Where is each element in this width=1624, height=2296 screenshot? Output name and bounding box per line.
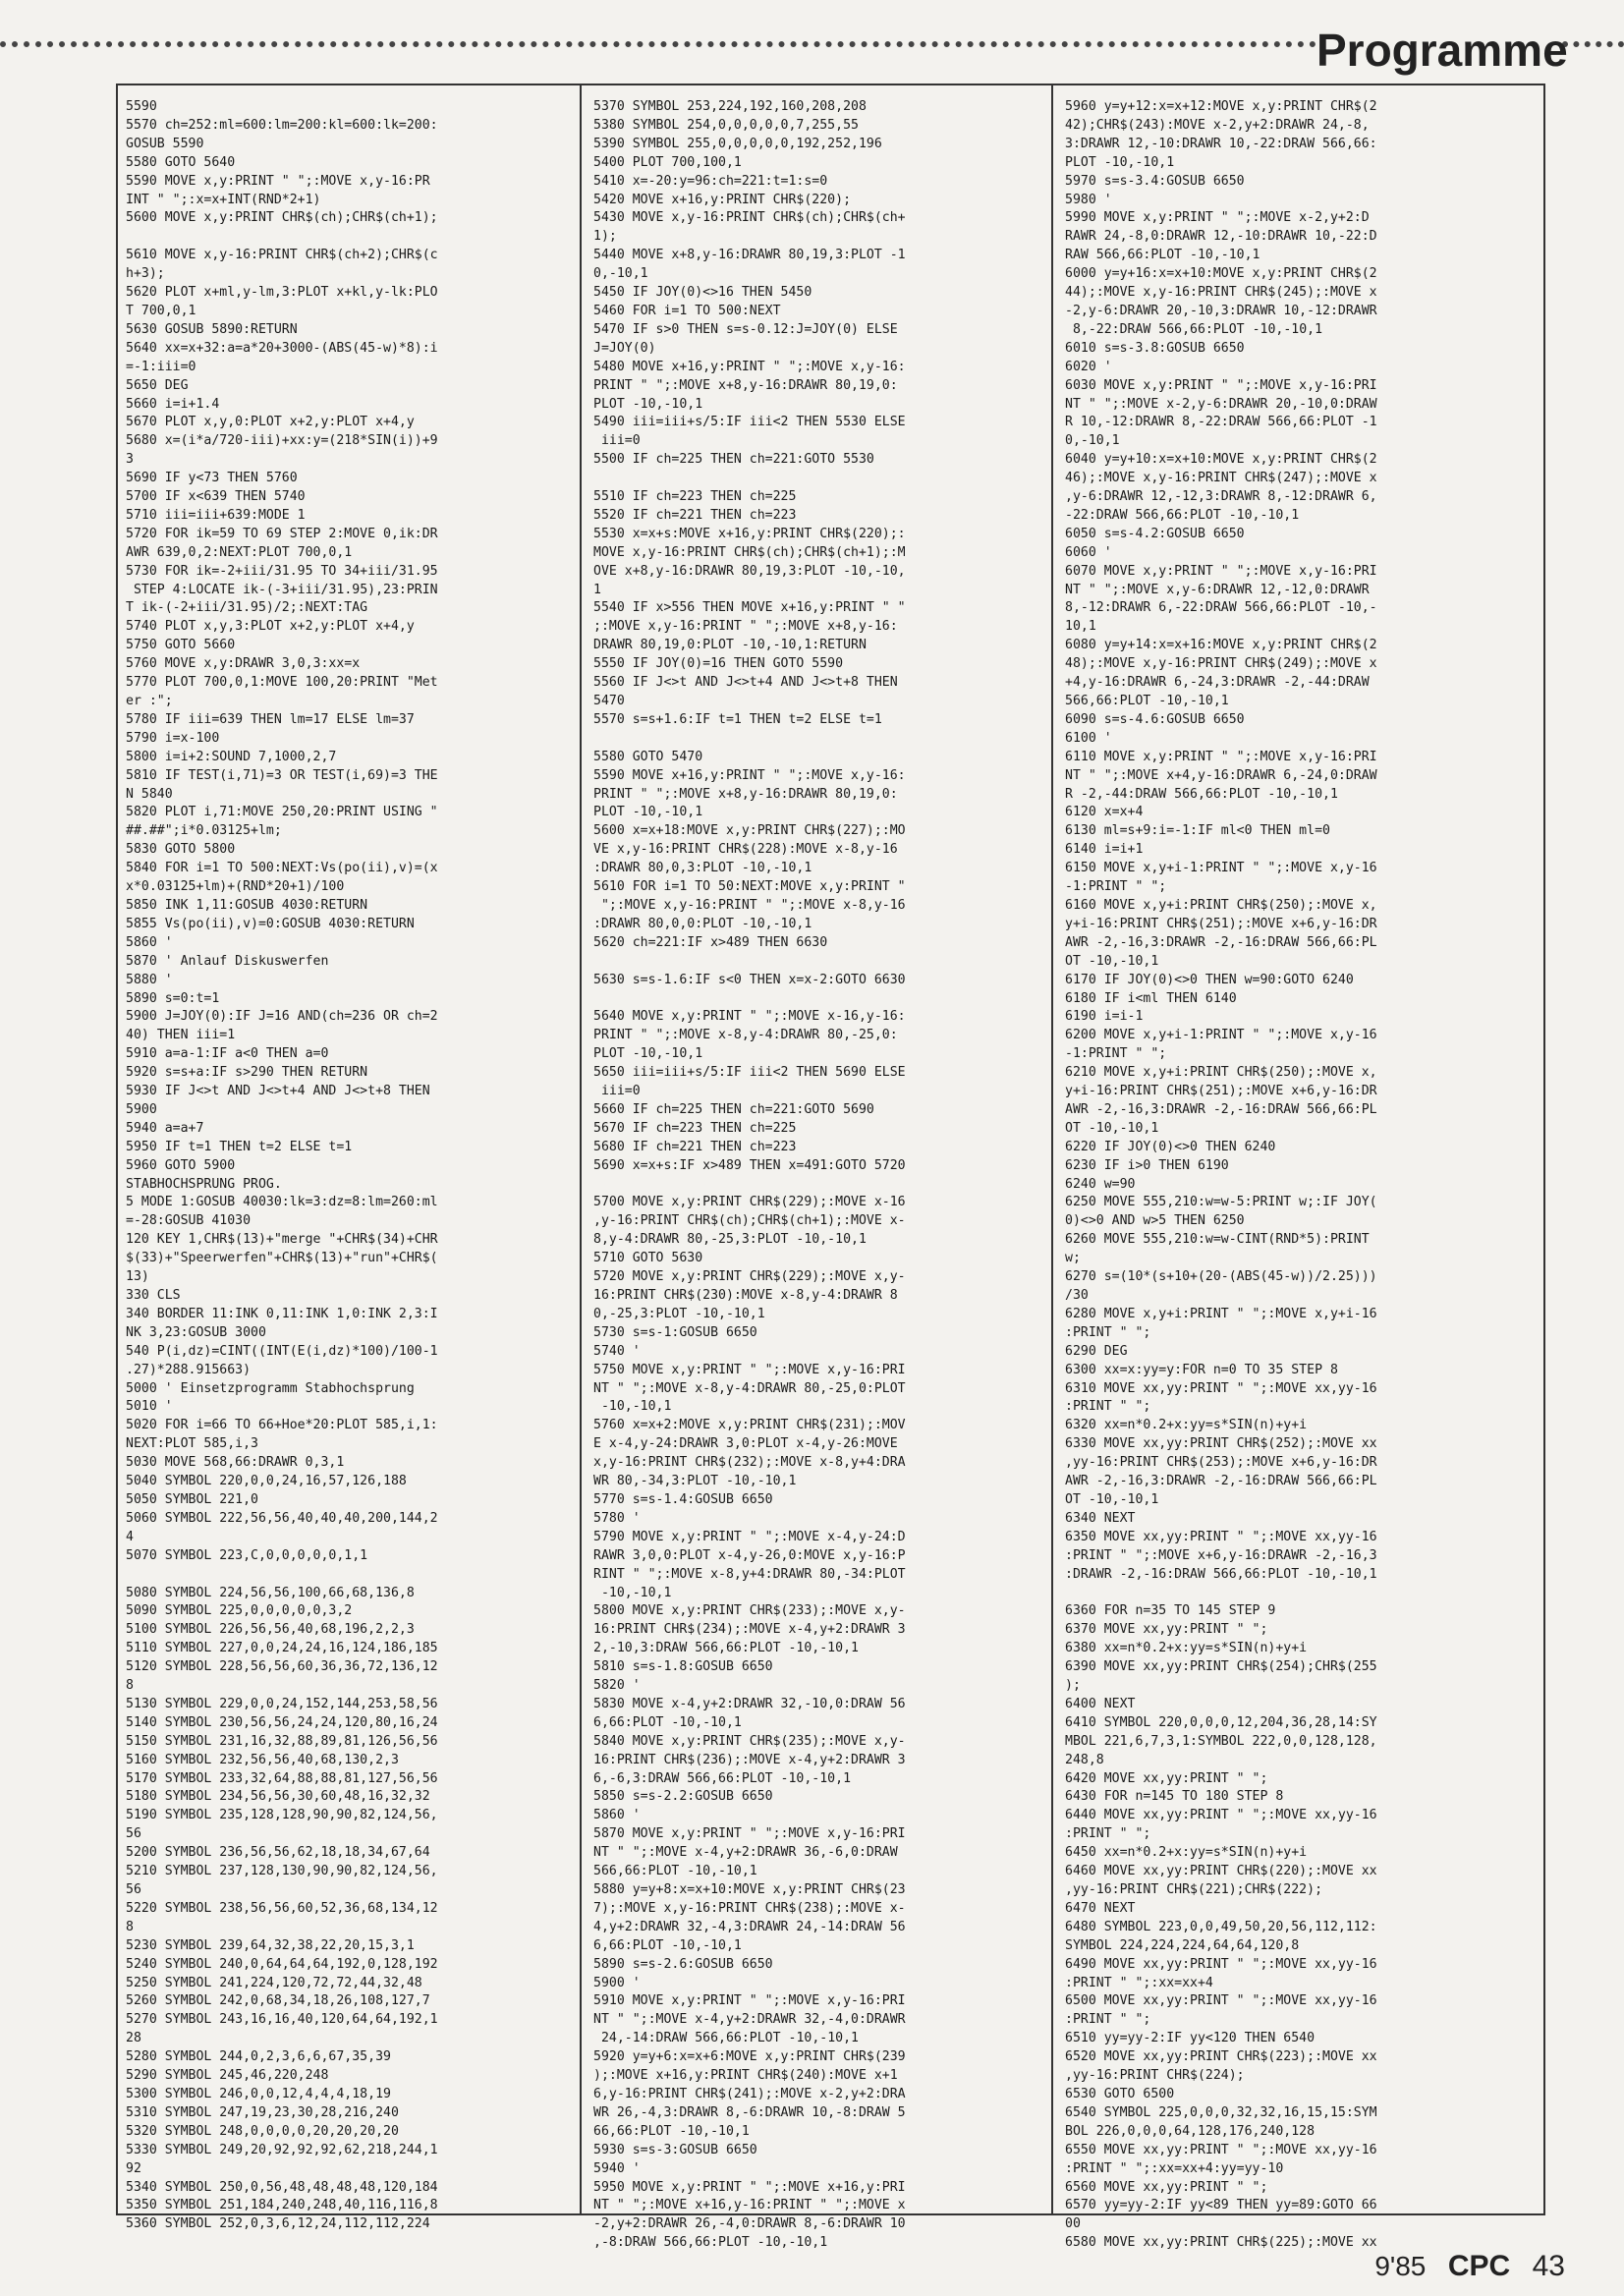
listing-column-2: 5370 SYMBOL 253,224,192,160,208,208 5380 SYMBOL 254,0,0,0,0,0,7,255,55 5390 SYMBOL 255,0,0,0,0,0,192,252,196 5400 PLOT 700,100,1 5410 x=-20:y=96:ch=221:t=1:s=0 5420 MOVE x+16,y:PRINT CHR$(220); 5430 MOVE x,y-16:PRINT CHR$(ch);CHR$(ch+ 1); 5440 MOVE x+8,y-16:DRAWR 80,19,3:PLOT -1 0,-10,1 5450 IF JOY(0)<>16 THEN 5450 5460 FOR i=1 TO 500:NEXT 5470 IF s>0 THEN s=s-0.12:J=JOY(0) ELSE J=JOY(0) 5480 MOVE x+16,y:PRINT " ";:MOVE x,y-16: PRINT " ";:MOVE x+8,y-16:DRAWR 80,19,0: PLOT -10,-10,1 5490 iii=iii+s/5:IF iii<2 THEN 5530 ELSE iii=0 5500 IF ch=225 THEN ch=221:GOTO 5530 5510 IF ch=223 THEN ch=225 5520 IF ch=221 THEN ch=223 5530 x=x+s:MOVE x+16,y:PRINT CHR$(220);: MOVE x,y-16:PRINT CHR$(ch);CHR$(ch+1);:M OVE x+8,y-16:DRAWR 80,19,3:PLOT -10,-10, 1 5540 IF x>556 THEN MOVE x+16,y:PRINT " " ;:MOVE x,y-16:PRINT " ";:MOVE x+8,y-16: DRAWR 80,19,0:PLOT -10,-10,1:RETURN 5550 IF JOY(0)=16 THEN GOTO 5590 5560 IF J<>t AND J<>t+4 AND J<>t+8 THEN 5470 5570 s=s+1.6:IF t=1 THEN t=2 ELSE t=1 5580 GOTO 5470 5590 MOVE x+16,y:PRINT " ";:MOVE x,y-16: PRINT " ";:MOVE x+8,y-16:DRAWR 80,19,0: PLOT -10,-10,1 5600 x=x+18:MOVE x,y:PRINT CHR$(227);:MO VE x,y-16:PRINT CHR$(228):MOVE x-8,y-16 :DRAWR 80,0,3:PLOT -10,-10,1 5610 FOR i=1 TO 50:NEXT:MOVE x,y:PRINT " ";:MOVE x,y-16:PRINT " ";:MOVE x-8,y-16 :DRAWR 80,0,0:PLOT -10,-10,1 5620 ch=221:IF x>489 THEN 6630 5630 s=s-1.6:IF s<0 THEN x=x-2:GOTO 6630 5640 MOVE x,y:PRINT " ";:MOVE x-16,y-16: PRINT " ";:MOVE x-8,y-4:DRAWR 80,-25,0: PLOT -10,-10,1 5650 iii=iii+s/5:IF iii<2 THEN 5690 ELSE iii=0 5660 IF ch=225 THEN ch=221:GOTO 5690 5670 IF ch=223 THEN ch=225 5680 IF ch=221 THEN ch=223 5690 x=x+s:IF x>489 THEN x=491:GOTO 5720 5700 MOVE x,y:PRINT CHR$(229);:MOVE x-16 ,y-16:PRINT CHR$(ch);CHR$(ch+1);:MOVE x- 8,y-4:DRAWR 80,-25,3:PLOT -10,-10,1 5710 GOTO 5630 5720 MOVE x,y:PRINT CHR$(229);:MOVE x,y- 16:PRINT CHR$(230):MOVE x-8,y-4:DRAWR 8 0,-25,3:PLOT -10,-10,1 5730 s=s-1:GOSUB 6650 5740 ' 5750 MOVE x,y:PRINT " ";:MOVE x,y-16:PRI NT " ";:MOVE x-8,y-4:DRAWR 80,-25,0:PLOT -10,-10,1 5760 x=x+2:MOVE x,y:PRINT CHR$(231);:MOV E x-4,y-24:DRAWR 3,0:PLOT x-4,y-26:MOVE x,y-16:PRINT CHR$(232);:MOVE x-8,y+4:DRA WR 80,-34,3:PLOT -10,-10,1 5770 s=s-1.4:GOSUB 6650 5780 ' 5790 MOVE x,y:PRINT " ";:MOVE x-4,y-24:D RAWR 3,0,0:PLOT x-4,y-26,0:MOVE x,y-16:P RINT " ";:MOVE x-8,y+4:DRAWR 80,-34:PLOT -10,-10,1 5800 MOVE x,y:PRINT CHR$(233);:MOVE x,y- 16:PRINT CHR$(234);:MOVE x-4,y+2:DRAWR 3 2,-10,3:DRAW 566,66:PLOT -10,-10,1 5810 s=s-1.8:GOSUB 6650 5820 ' 5830 MOVE x-4,y+2:DRAWR 32,-10,0:DRAW 56 6,66:PLOT -10,-10,1 5840 MOVE x,y:PRINT CHR$(235);:MOVE x,y- 16:PRINT CHR$(236);:MOVE x-4,y+2:DRAWR 3 6,-6,3:DRAW 566,66:PLOT -10,-10,1 5850 s=s-2.2:GOSUB 6650 5860 ' 5870 MOVE x,y:PRINT " ";:MOVE x,y-16:PRI NT " ";:MOVE x-4,y+2:DRAWR 36,-6,0:DRAW 566,66:PLOT -10,-10,1 5880 y=y+8:x=x+10:MOVE x,y:PRINT CHR$(23 7);:MOVE x,y-16:PRINT CHR$(238);:MOVE x- 4,y+2:DRAWR 32,-4,3:DRAWR 24,-14:DRAW 56 6,66:PLOT -10,-10,1 5890 s=s-2.6:GOSUB 6650 5900 ' 5910 MOVE x,y:PRINT " ";:MOVE x,y-16:PRI NT " ";:MOVE x-4,y+2:DRAWR 32,-4,0:DRAWR 24,-14:DRAW 566,66:PLOT -10,-10,1 5920 y=y+6:x=x+6:MOVE x,y:PRINT CHR$(239 );:MOVE x+16,y:PRINT CHR$(240):MOVE x+1 6,y-16:PRINT CHR$(241);:MOVE x-2,y+2:DRA WR 26,-4,3:DRAWR 8,-6:DRAWR 10,-8:DRAW 5 66,66:PLOT -10,-10,1 5930 s=s-3:GOSUB 6650 5940 ' 5950 MOVE x,y:PRINT " ";:MOVE x+16,y:PRI NT " ";:MOVE x+16,y-16:PRINT " ";:MOVE x -2,y+2:DRAWR 26,-4,0:DRAWR 8,-6:DRAWR 10 ,-8:DRAW 566,66:PLOT -10,-10,1 (593, 99, 906, 2251)
page-footer (1374, 2250, 1565, 2283)
header-dotted-rule (0, 41, 1316, 47)
column-divider (1051, 84, 1053, 2215)
column-divider (580, 84, 582, 2215)
header-dotted-rule-end (1562, 41, 1624, 47)
issue-date: 9'85 (1374, 2251, 1427, 2281)
listing-column-1: 5590 5570 ch=252:ml=600:lm=200:kl=600:lk=200: GOSUB 5590 5580 GOTO 5640 5590 MOVE x,y:PRINT " ";:MOVE x,y-16:PR INT " ";:x=x+INT(RND*2+1) 5600 MOVE x,y:PRINT CHR$(ch);CHR$(ch+1); 5610 MOVE x,y-16:PRINT CHR$(ch+2);CHR$(c h+3); 5620 PLOT x+ml,y-lm,3:PLOT x+kl,y-lk:PLO T 700,0,1 5630 GOSUB 5890:RETURN 5640 xx=x+32:a=a*20+3000-(ABS(45-w)*8):i =-1:iii=0 5650 DEG 5660 i=i+1.4 5670 PLOT x,y,0:PLOT x+2,y:PLOT x+4,y 5680 x=(i*a/720-iii)+xx:y=(218*SIN(i))+9 3 5690 IF y<73 THEN 5760 5700 IF x<639 THEN 5740 5710 iii=iii+639:MODE 1 5720 FOR ik=59 TO 69 STEP 2:MOVE 0,ik:DR AWR 639,0,2:NEXT:PLOT 700,0,1 5730 FOR ik=-2+iii/31.95 TO 34+iii/31.95 STEP 4:LOCATE ik-(-3+iii/31.95),23:PRIN T ik-(-2+iii/31.95)/2;:NEXT:TAG 5740 PLOT x,y,3:PLOT x+2,y:PLOT x+4,y 5750 GOTO 5660 5760 MOVE x,y:DRAWR 3,0,3:xx=x 5770 PLOT 700,0,1:MOVE 100,20:PRINT "Met er :"; 5780 IF iii=639 THEN lm=17 ELSE lm=37 5790 i=x-100 5800 i=i+2:SOUND 7,1000,2,7 5810 IF TEST(i,71)=3 OR TEST(i,69)=3 THE N 5840 5820 PLOT i,71:MOVE 250,20:PRINT USING " ##.##";i*0.03125+lm; 5830 GOTO 5800 5840 FOR i=1 TO 500:NEXT:Vs(po(ii),v)=(x x*0.03125+lm)+(RND*20+1)/100 5850 INK 1,11:GOSUB 4030:RETURN 5855 Vs(po(ii),v)=0:GOSUB 4030:RETURN 5860 ' 5870 ' Anlauf Diskuswerfen 5880 ' 5890 s=0:t=1 5900 J=JOY(0):IF J=16 AND(ch=236 OR ch=2 40) THEN iii=1 5910 a=a-1:IF a<0 THEN a=0 5920 s=s+a:IF s>290 THEN RETURN 5930 IF J<>t AND J<>t+4 AND J<>t+8 THEN 5900 5940 a=a+7 5950 IF t=1 THEN t=2 ELSE t=1 5960 GOTO 5900 STABHOCHSPRUNG PROG. 5 MODE 1:GOSUB 40030:lk=3:dz=8:lm=260:ml =-28:GOSUB 41030 120 KEY 1,CHR$(13)+"merge "+CHR$(34)+CHR $(33)+"Speerwerfen"+CHR$(13)+"run"+CHR$( 13) 330 CLS 340 BORDER 11:INK 0,11:INK 1,0:INK 2,3:I NK 3,23:GOSUB 3000 540 P(i,dz)=CINT((INT(E(i,dz)*100)/100-1 .27)*288.915663) 5000 ' Einsetzprogramm Stabhochsprung 5010 ' 5020 FOR i=66 TO 66+Hoe*20:PLOT 585,i,1: NEXT:PLOT 585,i,3 5030 MOVE 568,66:DRAWR 0,3,1 5040 SYMBOL 220,0,0,24,16,57,126,188 5050 SYMBOL 221,0 5060 SYMBOL 222,56,56,40,40,40,200,144,2 4 5070 SYMBOL 223,C,0,0,0,0,0,1,1 5080 SYMBOL 224,56,56,100,66,68,136,8 5090 SYMBOL 225,0,0,0,0,0,3,2 5100 SYMBOL 226,56,56,40,68,196,2,2,3 5110 SYMBOL 227,0,0,24,24,16,124,186,185 5120 SYMBOL 228,56,56,60,36,36,72,136,12 8 5130 SYMBOL 229,0,0,24,152,144,253,58,56 5140 SYMBOL 230,56,56,24,24,120,80,16,24 5150 SYMBOL 231,16,32,88,89,81,126,56,56 5160 SYMBOL 232,56,56,40,68,130,2,3 5170 SYMBOL 233,32,64,88,88,81,127,56,56 5180 SYMBOL 234,56,56,30,60,48,16,32,32 5190 SYMBOL 235,128,128,90,90,82,124,56, 56 5200 SYMBOL 236,56,56,62,18,18,34,67,64 5210 SYMBOL 237,128,130,90,90,82,124,56, 56 5220 SYMBOL 238,56,56,60,52,36,68,134,12 8 5230 SYMBOL 239,64,32,38,22,20,15,3,1 5240 SYMBOL 240,0,64,64,64,192,0,128,192 5250 SYMBOL 241,224,120,72,72,44,32,48 5260 SYMBOL 242,0,68,34,18,26,108,127,7 5270 SYMBOL 243,16,16,40,120,64,64,192,1 28 5280 SYMBOL 244,0,2,3,6,6,67,35,39 5290 SYMBOL 245,46,220,248 5300 SYMBOL 246,0,0,12,4,4,4,18,19 5310 SYMBOL 247,19,23,30,28,216,240 5320 SYMBOL 248,0,0,0,0,20,20,20,20 5330 SYMBOL 249,20,92,92,92,62,218,244,1 92 5340 SYMBOL 250,0,56,48,48,48,48,120,184 5350 SYMBOL 251,184,240,248,40,116,116,8 5360 SYMBOL 252,0,3,6,12,24,112,112,224 (126, 99, 438, 2232)
page-number: 43 (1532, 2250, 1565, 2282)
listing-column-3: 5960 y=y+12:x=x+12:MOVE x,y:PRINT CHR$(2 42);CHR$(243):MOVE x-2,y+2:DRAWR 24,-8, 3:DRAWR 12,-10:DRAWR 10,-22:DRAW 566,66: PLOT -10,-10,1 5970 s=s-3.4:GOSUB 6650 5980 ' 5990 MOVE x,y:PRINT " ";:MOVE x-2,y+2:D RAWR 24,-8,0:DRAWR 12,-10:DRAWR 10,-22:D RAW 566,66:PLOT -10,-10,1 6000 y=y+16:x=x+10:MOVE x,y:PRINT CHR$(2 44);:MOVE x,y-16:PRINT CHR$(245);:MOVE x -2,y-6:DRAWR 20,-10,3:DRAWR 10,-12:DRAWR 8,-22:DRAW 566,66:PLOT -10,-10,1 6010 s=s-3.8:GOSUB 6650 6020 ' 6030 MOVE x,y:PRINT " ";:MOVE x,y-16:PRI NT " ";:MOVE x-2,y-6:DRAWR 20,-10,0:DRAW R 10,-12:DRAWR 8,-22:DRAW 566,66:PLOT -1 0,-10,1 6040 y=y+10:x=x+10:MOVE x,y:PRINT CHR$(2 46);:MOVE x,y-16:PRINT CHR$(247);:MOVE x ,y-6:DRAWR 12,-12,3:DRAWR 8,-12:DRAWR 6, -22:DRAW 566,66:PLOT -10,-10,1 6050 s=s-4.2:GOSUB 6650 6060 ' 6070 MOVE x,y:PRINT " ";:MOVE x,y-16:PRI NT " ";:MOVE x,y-6:DRAWR 12,-12,0:DRAWR 8,-12:DRAWR 6,-22:DRAW 566,66:PLOT -10,- 10,1 6080 y=y+14:x=x+16:MOVE x,y:PRINT CHR$(2 48);:MOVE x,y-16:PRINT CHR$(249);:MOVE x +4,y-16:DRAWR 6,-24,3:DRAWR -2,-44:DRAW 566,66:PLOT -10,-10,1 6090 s=s-4.6:GOSUB 6650 6100 ' 6110 MOVE x,y:PRINT " ";:MOVE x,y-16:PRI NT " ";:MOVE x+4,y-16:DRAWR 6,-24,0:DRAW R -2,-44:DRAW 566,66:PLOT -10,-10,1 6120 x=x+4 6130 ml=s+9:i=-1:IF ml<0 THEN ml=0 6140 i=i+1 6150 MOVE x,y+i-1:PRINT " ";:MOVE x,y-16 -1:PRINT " "; 6160 MOVE x,y+i:PRINT CHR$(250);:MOVE x, y+i-16:PRINT CHR$(251);:MOVE x+6,y-16:DR AWR -2,-16,3:DRAWR -2,-16:DRAW 566,66:PL OT -10,-10,1 6170 IF JOY(0)<>0 THEN w=90:GOTO 6240 6180 IF i<ml THEN 6140 6190 i=i-1 6200 MOVE x,y+i-1:PRINT " ";:MOVE x,y-16 -1:PRINT " "; 6210 MOVE x,y+i:PRINT CHR$(250);:MOVE x, y+i-16:PRINT CHR$(251);:MOVE x+6,y-16:DR AWR -2,-16,3:DRAWR -2,-16:DRAW 566,66:PL OT -10,-10,1 6220 IF JOY(0)<>0 THEN 6240 6230 IF i>0 THEN 6190 6240 w=90 6250 MOVE 555,210:w=w-5:PRINT w;:IF JOY( 0)<>0 AND w>5 THEN 6250 6260 MOVE 555,210:w=w-CINT(RND*5):PRINT w; 6270 s=(10*(s+10+(20-(ABS(45-w))/2.25))) /30 6280 MOVE x,y+i:PRINT " ";:MOVE x,y+i-16 :PRINT " "; 6290 DEG 6300 xx=x:yy=y:FOR n=0 TO 35 STEP 8 6310 MOVE xx,yy:PRINT " ";:MOVE xx,yy-16 :PRINT " "; 6320 xx=n*0.2+x:yy=s*SIN(n)+y+i 6330 MOVE xx,yy:PRINT CHR$(252);:MOVE xx ,yy-16:PRINT CHR$(253);:MOVE x+6,y-16:DR AWR -2,-16,3:DRAWR -2,-16:DRAW 566,66:PL OT -10,-10,1 6340 NEXT 6350 MOVE xx,yy:PRINT " ";:MOVE xx,yy-16 :PRINT " ";:MOVE x+6,y-16:DRAWR -2,-16,3 :DRAWR -2,-16:DRAW 566,66:PLOT -10,-10,1 6360 FOR n=35 TO 145 STEP 9 6370 MOVE xx,yy:PRINT " "; 6380 xx=n*0.2+x:yy=s*SIN(n)+y+i 6390 MOVE xx,yy:PRINT CHR$(254);CHR$(255 ); 6400 NEXT 6410 SYMBOL 220,0,0,0,12,204,36,28,14:SY MBOL 221,6,7,3,1:SYMBOL 222,0,0,128,128, 248,8 6420 MOVE xx,yy:PRINT " "; 6430 FOR n=145 TO 180 STEP 8 6440 MOVE xx,yy:PRINT " ";:MOVE xx,yy-16 :PRINT " "; 6450 xx=n*0.2+x:yy=s*SIN(n)+y+i 6460 MOVE xx,yy:PRINT CHR$(220);:MOVE xx ,yy-16:PRINT CHR$(221);CHR$(222); 6470 NEXT 6480 SYMBOL 223,0,0,49,50,20,56,112,112: SYMBOL 224,224,224,64,64,120,8 6490 MOVE xx,yy:PRINT " ";:MOVE xx,yy-16 :PRINT " ";:xx=xx+4 6500 MOVE xx,yy:PRINT " ";:MOVE xx,yy-16 :PRINT " "; 6510 yy=yy-2:IF yy<120 THEN 6540 6520 MOVE xx,yy:PRINT CHR$(223);:MOVE xx ,yy-16:PRINT CHR$(224); 6530 GOTO 6500 6540 SYMBOL 225,0,0,0,32,32,16,15,15:SYM BOL 226,0,0,0,64,128,176,240,128 6550 MOVE xx,yy:PRINT " ";:MOVE xx,yy-16 :PRINT " ";:xx=xx+4:yy=yy-10 6560 MOVE xx,yy:PRINT " "; 6570 yy=yy-2:IF yy<89 THEN yy=89:GOTO 66 00 6580 MOVE xx,yy:PRINT CHR$(225);:MOVE xx (1065, 99, 1377, 2251)
section-title: Programme (1316, 25, 1568, 76)
magazine-name: CPC (1447, 2250, 1511, 2282)
